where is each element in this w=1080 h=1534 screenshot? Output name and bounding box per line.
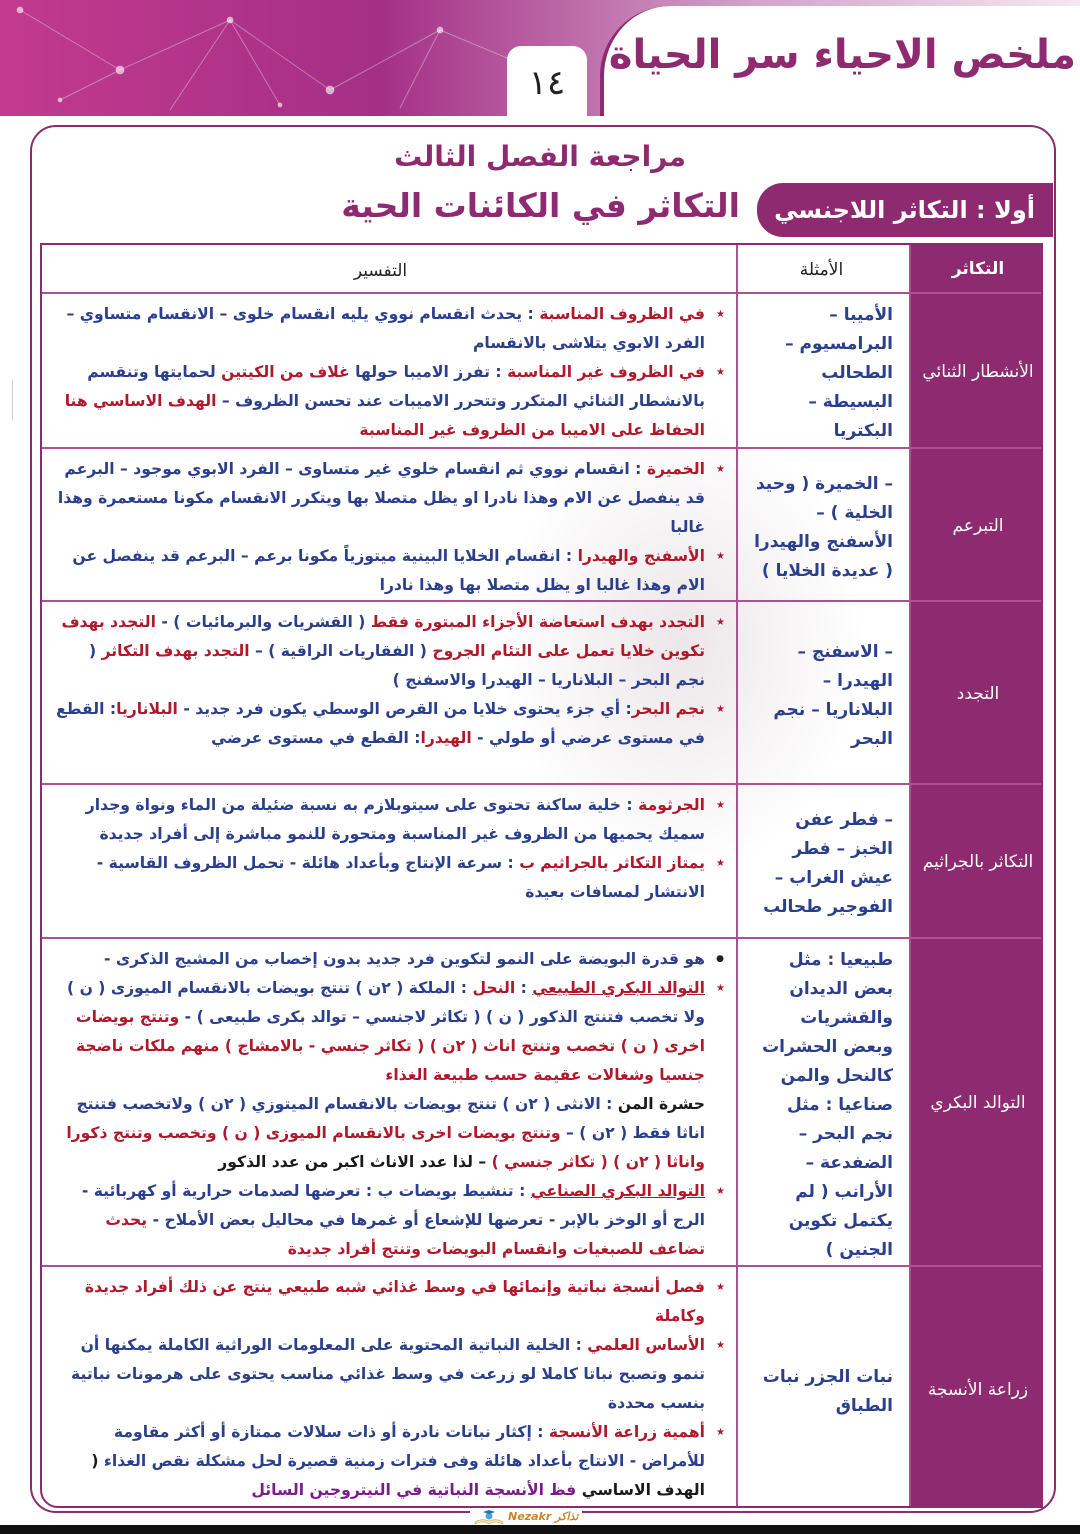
explanation-text: ( الهدف الاساسي bbox=[91, 1452, 705, 1499]
explanation-text: : القطع في مستوى عرضي أو طولي - bbox=[56, 700, 705, 747]
header-examples: الأمثلة bbox=[736, 245, 911, 292]
explanation-text: : الانثى ( ٢ن ) تنتج بويضات بالانقسام الميتوزي ( ٢ن ) ولاتخصب فتنتج اناثا فقط ( ٢ن ) – bbox=[76, 1095, 705, 1142]
explanation-bullet bbox=[56, 300, 705, 358]
page-number: ١٤ bbox=[507, 46, 587, 116]
explanation-cell bbox=[42, 449, 735, 602]
title-box bbox=[600, 6, 1080, 116]
highlighted-term: النحل bbox=[472, 979, 516, 997]
explanation-cell bbox=[42, 602, 735, 785]
highlighted-term: في الظروف غير المناسبة bbox=[507, 363, 705, 381]
examples-text: – الخميرة ( وحيد الخلية ) – الأسفنج والهيدرا ( عديدة الخلايا ) bbox=[754, 473, 893, 581]
logo-text: Nezakr تذاكر bbox=[508, 1510, 579, 1523]
explanation-cell bbox=[42, 785, 735, 939]
examples-cell bbox=[736, 1267, 911, 1508]
table-row bbox=[42, 447, 1043, 602]
highlighted-term: فصل أنسجة نباتية وإنمائها في وسط غذائي شبه طبيعي ينتج عن ذلك أفراد جديدة وكاملة bbox=[84, 1278, 705, 1325]
reproduction-type: التكاثر بالجراثيم bbox=[911, 785, 1043, 939]
reproduction-type: الأنشطار الثنائي bbox=[911, 294, 1043, 449]
explanation-text: : سرعة الإنتاج وبأعداد هائلة - تحمل الظروف القاسية - الانتشار لمسافات بعيدة bbox=[96, 854, 705, 901]
section-label: أولا : التكاثر اللاجنسي bbox=[757, 183, 1053, 237]
explanation-bullet bbox=[56, 1177, 705, 1264]
explanation-text: حشرة المن bbox=[617, 1095, 705, 1113]
explanation-text: : القطع في مستوى عرضي bbox=[211, 729, 421, 747]
highlighted-term: في الظروف المناسبة bbox=[539, 305, 705, 323]
highlighted-term: الجرثومة bbox=[638, 796, 705, 814]
explanation-text: هو قدرة البويضة على النمو لتكوين فرد جديد بدون إخصاب من المشيج الذكرى - bbox=[103, 950, 705, 968]
table-header-row bbox=[42, 245, 1043, 292]
book-graduate-icon bbox=[474, 1509, 504, 1525]
chapter-review-title: مراجعة الفصل الثالث bbox=[394, 140, 686, 173]
explanation-bullet bbox=[56, 1418, 705, 1505]
highlighted-term: غلاف من الكيتين bbox=[221, 363, 350, 381]
highlighted-term: التوالد البكري الصناعي bbox=[530, 1182, 705, 1200]
explanation-text: : تنشيط بويضات ب : تعرضها لصدمات حرارية أو كهربائية - الرج أو الوخز بالإبر - تعرضها للإشعاع أو غمرها في محاليل بعض الأملاح - bbox=[81, 1182, 705, 1229]
highlighted-term: البلاناريا bbox=[116, 700, 178, 718]
explanation-text: لحمايتها وتنقسم بالانشطار الثنائي المتكرر وتتحرر الاميبات عند تحسن الظروف – bbox=[87, 363, 705, 410]
examples-cell bbox=[736, 294, 911, 449]
explanation-text: : أي جزء يحتوى خلايا من القرص الوسطي يكون فرد جديد - bbox=[177, 700, 632, 718]
highlighted-term: الأسفنج والهيدرا bbox=[577, 547, 705, 565]
table-row bbox=[42, 783, 1043, 939]
highlighted-term: الهدف الاساسي هنا الحفاظ على الاميبا من الظروف غير المناسبة bbox=[64, 392, 705, 439]
explanation-text: ( القشريات والبرمائيات ) - bbox=[155, 613, 371, 631]
explanation-bullet bbox=[56, 1090, 705, 1177]
explanation-bullet bbox=[56, 791, 705, 849]
examples-cell bbox=[736, 939, 911, 1267]
explanation-bullet bbox=[56, 695, 705, 753]
explanation-bullet bbox=[56, 974, 705, 1090]
highlighted-term: الخميرة bbox=[646, 460, 705, 478]
bottom-bar bbox=[0, 1525, 1080, 1534]
explanation-bullet bbox=[56, 542, 705, 600]
explanation-text: : انقسام نووي ثم انقسام خلوي غير متساوى – الفرد الابوي موجود – البرعم قد ينفصل عن الام وهذا نادرا او يظل متصلا بها ويتكرر الانقسام مكونا مستعمرة وهذا غالبا bbox=[57, 460, 705, 536]
nezakr-logo bbox=[470, 1509, 582, 1525]
explanation-text: فظ الأنسجة النباتية في النيتروجين السائل bbox=[251, 1481, 577, 1499]
explanation-text: : bbox=[515, 979, 533, 997]
table-row bbox=[42, 937, 1043, 1267]
highlighted-term: التجدد بهدف التكاثر bbox=[101, 642, 250, 660]
explanation-text: – لذا عدد الاناث اكبر من عدد الذكور bbox=[218, 1153, 492, 1171]
highlighted-term: نجم البحر bbox=[631, 700, 705, 718]
explanation-bullet bbox=[56, 1331, 705, 1418]
highlighted-term: يحدث تضاعف للصبغيات وانقسام البويضات وتنتج أفراد جديدة bbox=[105, 1211, 705, 1258]
reproduction-type: زراعة الأنسجة bbox=[911, 1267, 1043, 1508]
examples-text: – فطر عفن الخبز – فطر عيش الغراب – الفوجير طحالب bbox=[763, 810, 893, 917]
header-type: التكاثر bbox=[911, 245, 1043, 292]
highlighted-term: أهمية زراعة الأنسجة bbox=[548, 1423, 705, 1441]
highlighted-term: التوالد البكري الطبيعي bbox=[532, 979, 705, 997]
explanation-cell bbox=[42, 1267, 735, 1508]
explanation-bullet bbox=[56, 1273, 705, 1331]
explanation-text: : الملكة ( ٢ن ) تنتج بويضات بالانقسام الميوزى ( ن ) ولا تخصب فتنتج الذكور ( ن ) ( تكاثر لاجنسي – توالد بكرى طبيعى ) - bbox=[67, 979, 705, 1026]
examples-text: – الاسفنج – الهيدرا – البلاناريا – نجم البحر bbox=[773, 641, 893, 749]
explanation-text: : تفرز الاميبا حولها bbox=[349, 363, 508, 381]
examples-cell bbox=[736, 602, 911, 785]
header-explanation: التفسير bbox=[353, 261, 408, 281]
explanation-text: : خلية ساكنة تحتوى على سيتوبلازم به نسبة ضئيلة من الماء ونواة وجدار سميك يحميها من الظروف غير المناسبة ومتحورة للنمو مباشرة إلى أفراد جديدة bbox=[85, 796, 705, 843]
explanation-cell bbox=[42, 294, 735, 449]
reproduction-type: التبرعم bbox=[911, 449, 1043, 602]
table-row bbox=[42, 1265, 1043, 1508]
explanation-bullet bbox=[56, 358, 705, 445]
highlighted-term: يمتاز التكاثر بالجراثيم ب bbox=[519, 854, 705, 872]
explanation-bullet bbox=[56, 849, 705, 907]
highlighted-term: الهيدرا bbox=[420, 729, 472, 747]
explanation-cell bbox=[42, 939, 735, 1267]
topic-title: التكاثر في الكائنات الحية bbox=[341, 186, 740, 225]
edge-mark bbox=[0, 380, 13, 420]
explanation-text: : الخلية النباتية المحتوية على المعلومات الوراثية الكاملة يمكنها أن تنمو وتصبح نباتا كاملا لو زرعت في وسط غذائي مناسب يحتوى على هرمونات نباتية بنسب محددة bbox=[71, 1336, 705, 1412]
header-banner bbox=[0, 0, 1080, 116]
explanation-bullet bbox=[56, 945, 705, 974]
explanation-bullet bbox=[56, 455, 705, 542]
table-row bbox=[42, 292, 1043, 449]
examples-text: نبات الجزر نبات الطباق bbox=[762, 1366, 893, 1416]
app-title: ملخص الاحياء سر الحياة bbox=[608, 32, 1076, 78]
examples-text: الأميبا – البرامسيوم – الطحالب البسيطة – البكتريا bbox=[785, 305, 893, 441]
explanation-text: : إكثار نباتات نادرة أو ذات سلالات ممتازة أو أكثر مقاومة للأمراض - الانتاج بأعداد هائلة وفى فترات زمنية قصيرة لحل مشكلة نقص الغذاء bbox=[103, 1423, 705, 1470]
explanation-text: ( الفقاريات الراقية ) – bbox=[249, 642, 433, 660]
reproduction-table bbox=[40, 243, 1043, 1508]
examples-text: طبيعيا : مثل بعض الديدان والقشريات وبعض الحشرات كالنحل والمن صناعيا : مثل نجم البحر – الضفدعة – الأرانب ( لم يكتمل تكوين الجنين ) bbox=[762, 949, 893, 1260]
explanation-text: : انقسام الخلايا البينية ميتوزياً مكونا برعم – البرعم قد ينفصل عن الام وهذا غالبا او يظل متصلا بها وهذا نادرا bbox=[72, 547, 705, 594]
examples-cell bbox=[736, 785, 911, 939]
explanation-text: : يحدث انقسام نووي يليه انقسام خلوى – الانقسام متساوي – الفرد الابوي يتلاشى بالانقسام bbox=[66, 305, 705, 352]
table-row bbox=[42, 600, 1043, 785]
reproduction-type: التجدد bbox=[911, 602, 1043, 785]
examples-cell bbox=[736, 449, 911, 602]
explanation-text: ( نجم البحر – البلاناريا – الهيدرا والاسفنج ) bbox=[89, 642, 705, 689]
highlighted-term: الأساس العلمي bbox=[587, 1336, 705, 1354]
explanation-bullet bbox=[56, 608, 705, 695]
reproduction-type: التوالد البكري bbox=[911, 939, 1043, 1267]
highlighted-term: التجدد بهدف تكوين خلايا تعمل على التئام الجروح bbox=[61, 613, 705, 660]
highlighted-term: وتنتج بويضات اخرى ( ن ) تخصب وتنتج اناث ( ٢ن ) ( تكاثر جنسي - بالامشاج ) منهم ملكات ناضجة جنسيا وشغالات عقيمة حسب طبيعة الغذاء bbox=[75, 1008, 705, 1084]
highlighted-term: وتنتج بويضات اخرى بالانقسام الميوزى ( ن ) وتخصب وتنتج ذكورا واناثا ( ٢ن ) ( تكاثر جنسي ) bbox=[66, 1124, 705, 1171]
highlighted-term: التجدد بهدف استعاضة الأجزاء المبتورة فقط bbox=[370, 613, 705, 631]
